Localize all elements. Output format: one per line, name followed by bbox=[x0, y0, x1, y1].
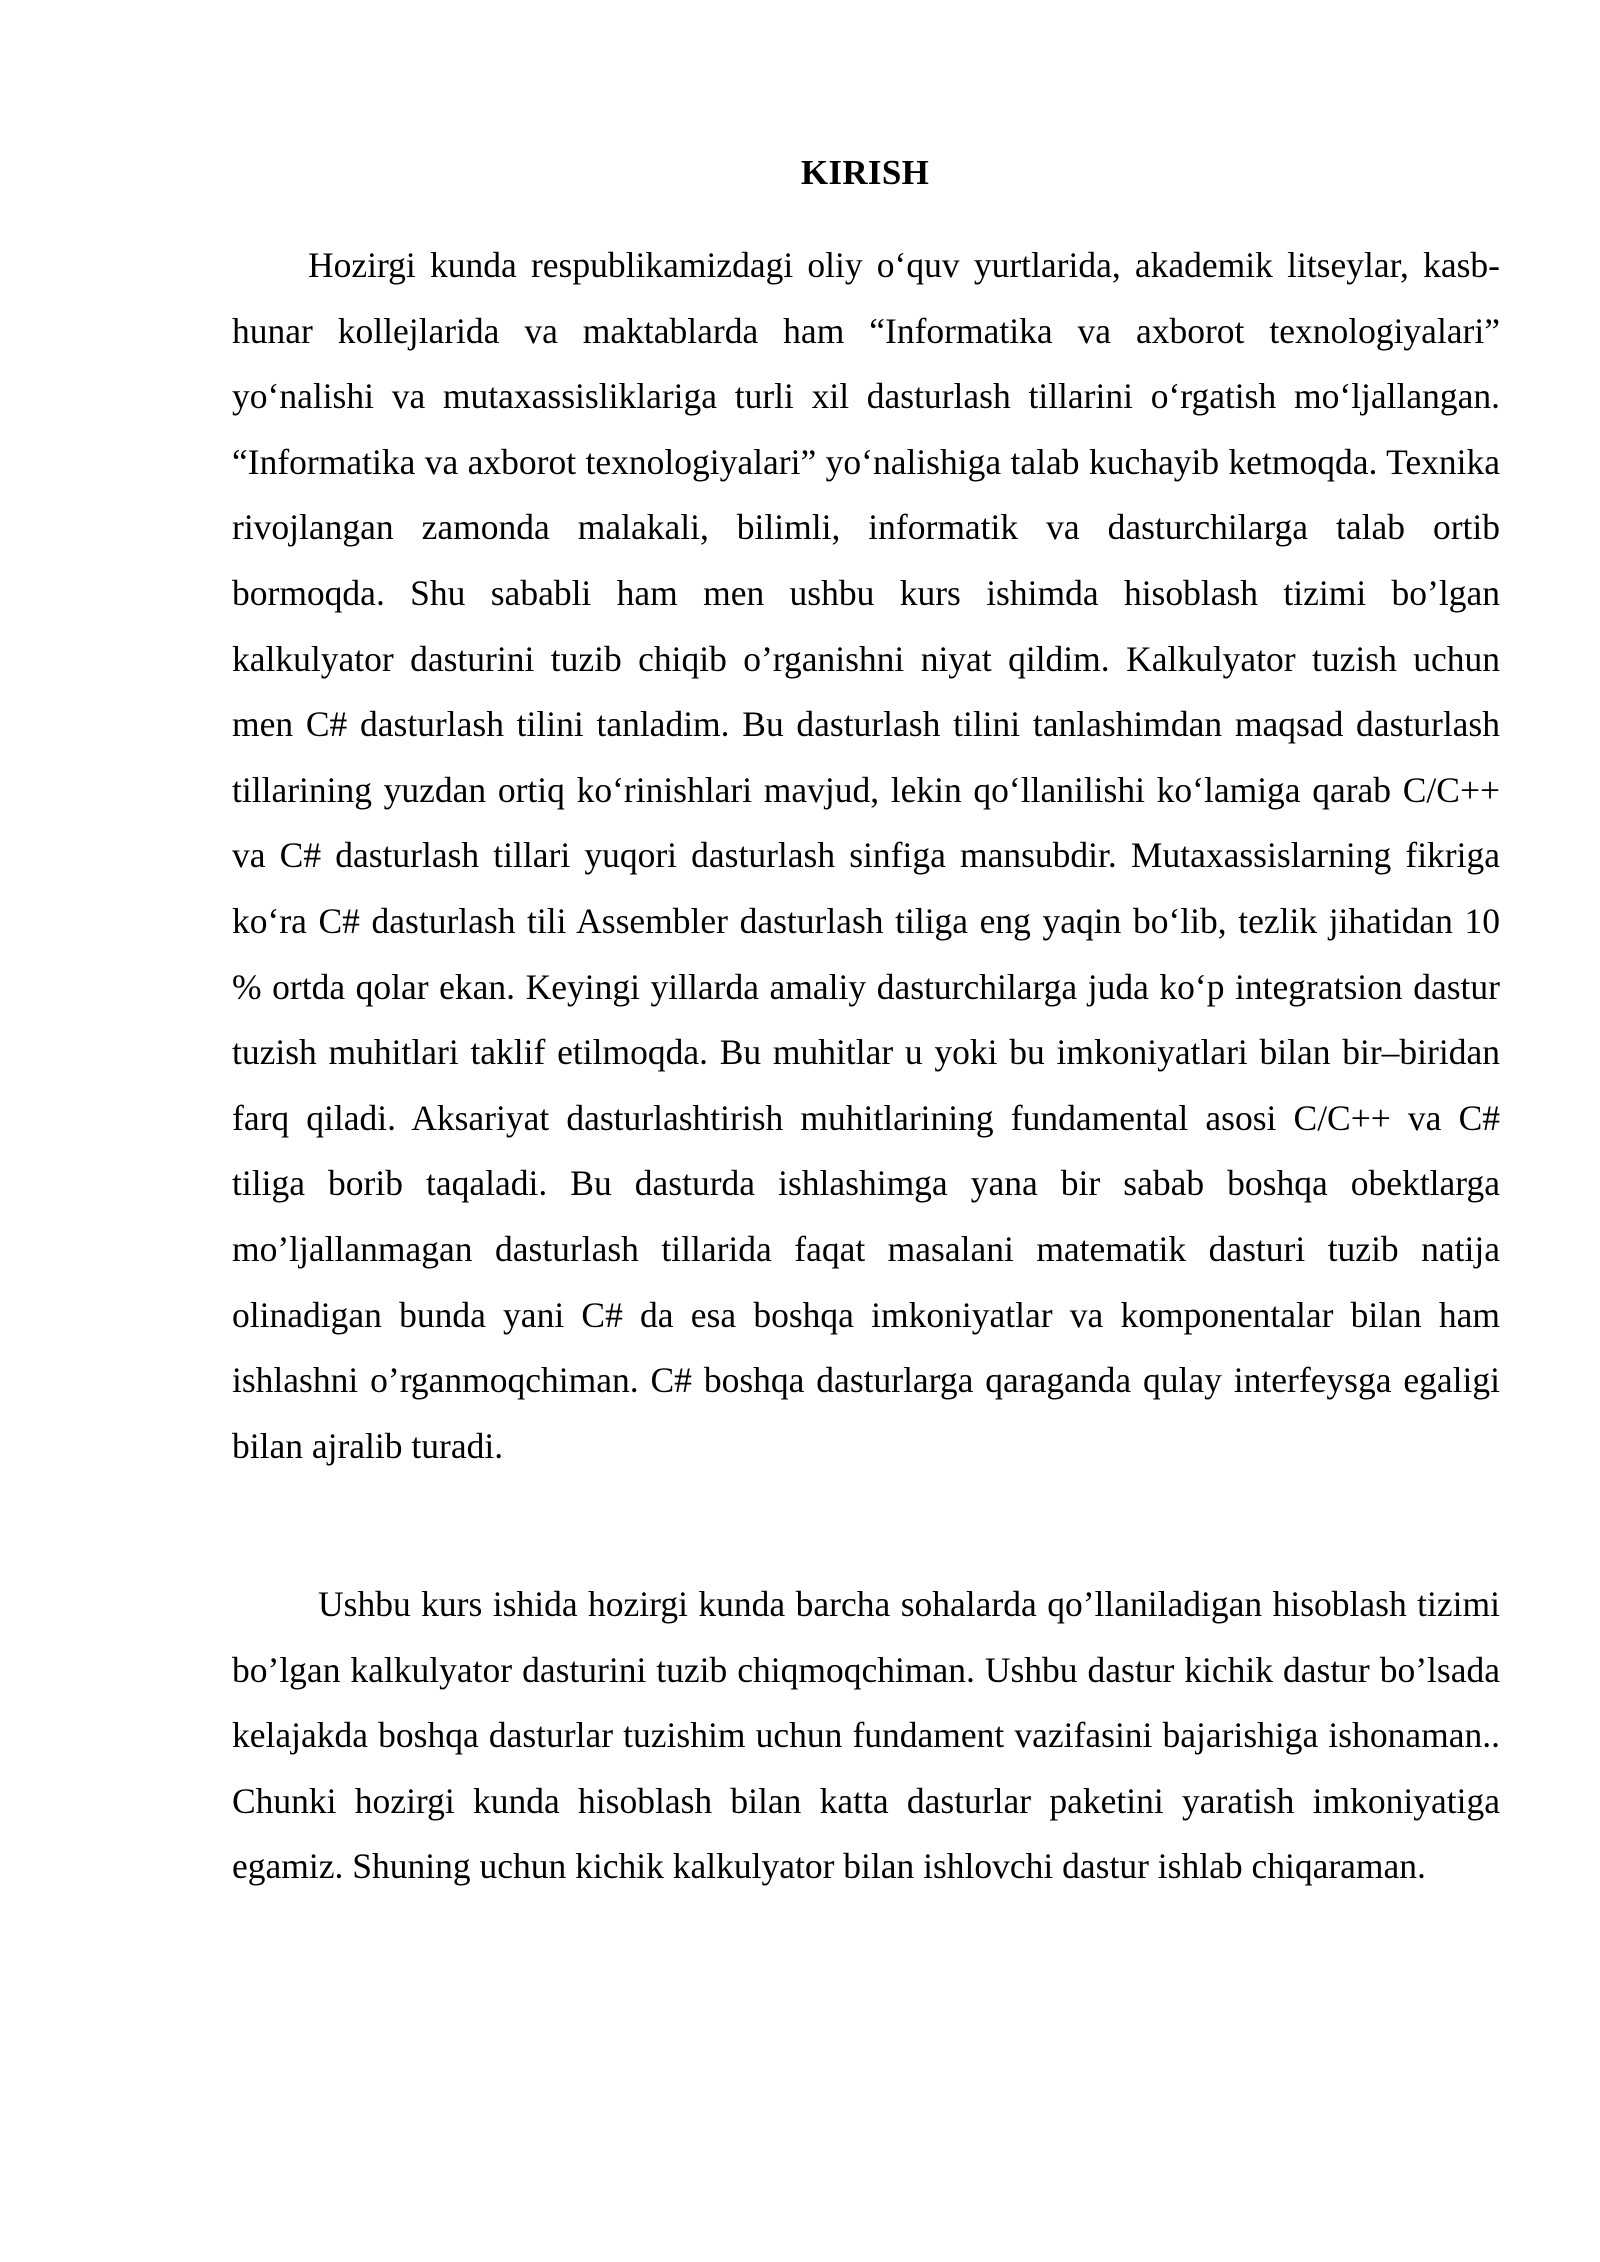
body-paragraph-1: Hozirgi kunda respublikamizdagi oliy o‘quv yurtlarida, akademik litseylar, kasb-hunar kollejlarida va maktablarda ham “Informatika va axborot texnologiyalari” yo‘nalishi va mutaxassisliklariga turli xil dasturlash tillarini o‘rgatish mo‘ljallangan. “Informatika va axborot texnologiyalari” yo‘nalishiga talab kuchayib ketmoqda. Texnika rivojlangan zamonda malakali, bilimli, informatik va dasturchilarga talab ortib bormoqda. Shu sababli ham men ushbu kurs ishimda hisoblash tizimi bo’lgan kalkulyator dasturini tuzib chiqib o’rganishni niyat qildim. Kalkulyator tuzish uchun men C# dasturlash tilini tanladim. Bu dasturlash tilini tanlashimdan maqsad dasturlash tillarining yuzdan ortiq ko‘rinishlari mavjud, lekin qo‘llanilishi ko‘lamiga qarab C/C++ va C# dasturlash tillari yuqori dasturlash sinfiga mansubdir. Mutaxassislarning fikriga ko‘ra C# dasturlash tili Assembler dasturlash tiliga eng yaqin bo‘lib, tezlik jihatidan 10 % ortda qolar ekan. Keyingi yillarda amaliy dasturchilarga juda ko‘p integratsion dastur tuzish muhitlari taklif etilmoqda. Bu muhitlar u yoki bu imkoniyatlari bilan bir–biridan farq qiladi. Aksariyat dasturlashtirish muhitlarining fundamental asosi C/C++ va C# tiliga borib taqaladi. Bu dasturda ishlashimga yana bir sabab boshqa obektlarga mo’ljallanmagan dasturlash tillarida faqat masalani matematik dasturi tuzib natija olinadigan bunda yani C# da esa boshqa imkoniyatlar va komponentalar bilan ham ishlashni o’rganmoqchiman. C# boshqa dasturlarga qaraganda qulay interfeysga egaligi bilan ajralib turadi. bbox=[232, 245, 1500, 1466]
body-paragraph-2: Ushbu kurs ishida hozirgi kunda barcha sohalarda qo’llaniladigan hisoblash tizimi bo’lgan kalkulyator dasturini tuzib chiqmoqchiman. Ushbu dastur kichik dastur bo’lsada kelajakda boshqa dasturlar tuzishim uchun fundament vazifasini bajarishiga ishonaman.. Chunki hozirgi kunda hisoblash bilan katta dasturlar paketini yaratish imkoniyatiga egamiz. Shuning uchun kichik kalkulyator bilan ishlovchi dastur ishlab chiqaraman. bbox=[232, 1584, 1500, 1887]
page-title: KIRISH bbox=[800, 153, 930, 192]
